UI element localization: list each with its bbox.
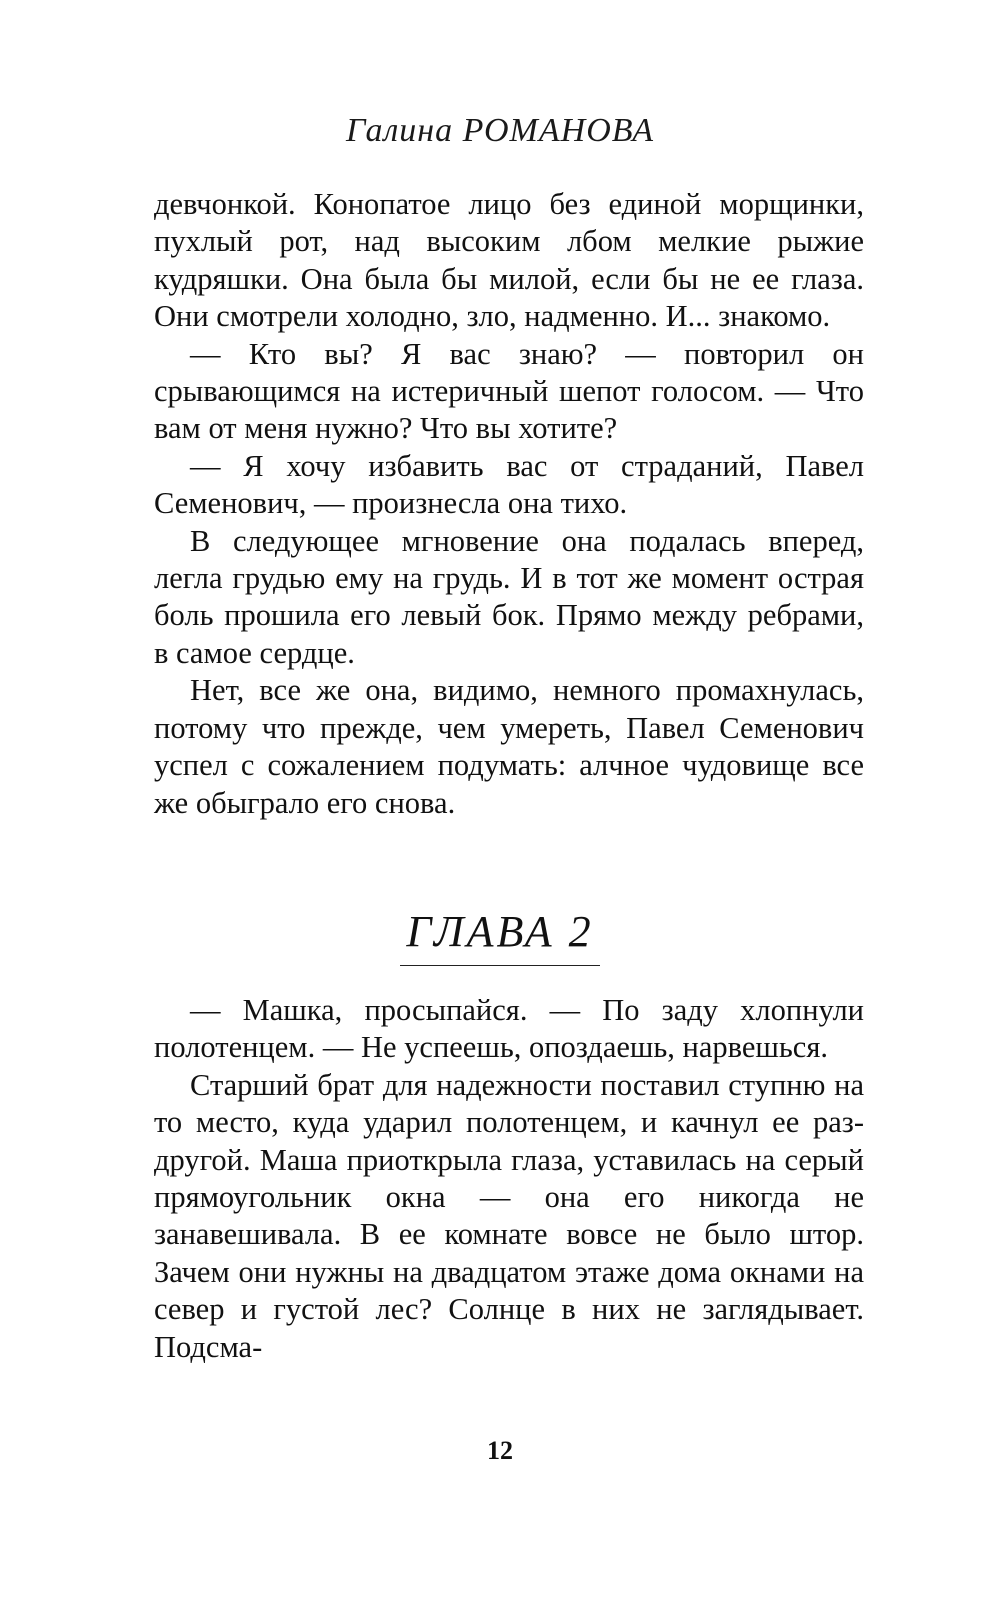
running-head: Галина РОМАНОВА	[345, 112, 654, 149]
paragraph: Нет, все же она, видимо, немного промахнулась, потому что прежде, чем умереть, Павел Семенович успел с сожалением подумать: алчное чудовище все же обыграло его снова.	[154, 673, 864, 820]
paragraph: Старший брат для надежности поставил ступню на то место, куда ударил полотенцем, и качнул ее раз-другой. Маша приоткрыла глаза, уставилась на серый прямоугольник окна — она его никогда не занавешивала. В ее комнате вовсе не было штор. Зачем они нужны на двадцатом этаже дома окнами на север и густой лес? Солнце в них не заглядывает. Подсма-	[154, 1067, 864, 1364]
chapter-title: ГЛАВА 2	[400, 906, 599, 966]
paragraph: — Кто вы? Я вас знаю? — повторил он срывающимся на истеричный шепот голосом. — Что вам от меня нужно? Что вы хотите?	[154, 336, 864, 446]
paragraph: девчонкой. Конопатое лицо без единой морщинки, пухлый рот, над высоким лбом мелкие рыжие кудряшки. Она была бы милой, если бы не ее глаза. Они смотрели холодно, зло, надменно. И... знакомо.	[154, 187, 864, 334]
paragraph: — Я хочу избавить вас от страданий, Павел Семенович, — произнесла она тихо.	[154, 448, 864, 521]
paragraph: — Машка, просыпайся. — По заду хлопнули полотенцем. — Не успеешь, опоздаешь, нарвешься.	[154, 993, 864, 1065]
chapter-heading	[0, 906, 1000, 966]
page-number: 12	[487, 1436, 513, 1465]
paragraph: В следующее мгновение она подалась вперед, легла грудью ему на грудь. И в тот же момент острая боль прошила его левый бок. Прямо между ребрами, в самое сердце.	[154, 523, 864, 670]
text-block-top	[154, 186, 864, 822]
text-block-bottom	[154, 992, 864, 1366]
